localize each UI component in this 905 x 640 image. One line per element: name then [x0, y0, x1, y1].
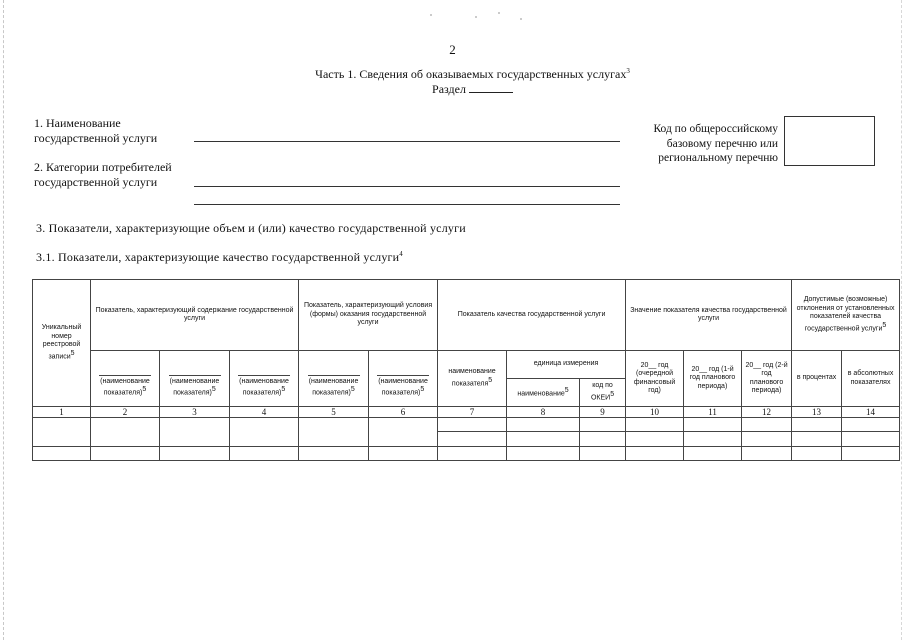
year-2-header: 20__ год (1-й год планового периода) — [684, 351, 742, 407]
consumer-category-field-line2[interactable] — [194, 204, 620, 205]
group-quality-header: Показатель качества государственной услуги — [438, 280, 626, 351]
table-cell[interactable] — [742, 432, 792, 447]
col-number: 3 — [160, 407, 230, 418]
col-number: 9 — [580, 407, 626, 418]
col-number: 14 — [842, 407, 900, 418]
col-number: 11 — [684, 407, 742, 418]
heading-3-1 — [36, 250, 403, 265]
table-cell[interactable] — [842, 447, 900, 461]
col-number: 5 — [299, 407, 369, 418]
unit-name-text: наименование — [517, 389, 565, 397]
code-label-line3: региональному перечню — [658, 152, 778, 164]
table-cell[interactable] — [438, 418, 507, 432]
table-cell[interactable] — [684, 432, 742, 447]
table-cell[interactable] — [299, 418, 369, 447]
table-cell[interactable] — [684, 447, 742, 461]
table-cell[interactable] — [580, 418, 626, 432]
indicator-name-col-5 — [299, 351, 369, 407]
table-cell[interactable] — [160, 447, 230, 461]
table-cell[interactable] — [91, 418, 160, 447]
col-unique-number — [33, 280, 91, 407]
table-row — [33, 447, 900, 461]
indicator-name-text: (наименование показателя) — [239, 377, 289, 397]
service-name-label-line1: 1. Наименование — [34, 116, 121, 130]
unit-name-footnote: 5 — [564, 386, 569, 394]
indicator-blank-line — [169, 375, 221, 376]
deviation-percent-header: в процентах — [792, 351, 842, 407]
table-cell[interactable] — [438, 447, 507, 461]
heading-3-1-text: 3.1. Показатели, характеризующие качество государственной услуги — [36, 250, 400, 264]
table-row — [33, 418, 900, 432]
col-number: 2 — [91, 407, 160, 418]
group-deviation-header — [792, 280, 900, 351]
quality-indicator-name — [438, 351, 507, 407]
code-label-line1: Код по общероссийскому — [653, 123, 778, 135]
table-cell[interactable] — [684, 418, 742, 432]
indicator-footnote: 5 — [211, 386, 216, 394]
indicator-footnote: 5 — [420, 386, 425, 394]
col-number: 6 — [369, 407, 438, 418]
indicator-name-col-4 — [230, 351, 299, 407]
table-cell[interactable] — [507, 447, 580, 461]
col-number: 4 — [230, 407, 299, 418]
code-label-line2: базовому перечню или — [666, 137, 778, 150]
deviation-absolute-header: в абсолютных показателях — [842, 351, 900, 407]
table-header-row-1 — [33, 280, 900, 351]
part-title-footnote: 3 — [626, 67, 630, 75]
group-deviation-text: Допустимые (возможные) отклонения от установленных показателей качества государственной услуги — [796, 296, 895, 333]
col-number: 12 — [742, 407, 792, 418]
section-label: Раздел — [432, 82, 466, 96]
col-number: 1 — [33, 407, 91, 418]
col-unique-number-footnote: 5 — [70, 349, 75, 357]
page-number: 2 — [449, 42, 456, 57]
indicator-name-text: (наименование показателя) — [169, 377, 220, 397]
table-cell[interactable] — [792, 432, 842, 447]
scan-speck — [475, 16, 477, 18]
unit-okei-footnote: 5 — [610, 390, 615, 398]
group-conditions-header: Показатель, характеризующий условия (формы) оказания государственной услуги — [299, 280, 438, 351]
unit-name-header — [507, 379, 580, 407]
col-number: 13 — [792, 407, 842, 418]
table-cell[interactable] — [33, 447, 91, 461]
consumer-category-label-line1: 2. Категории потребителей — [34, 160, 172, 174]
service-name-label-line2: государственной услуги — [34, 131, 158, 145]
indicator-name-text: (наименование показателя) — [378, 377, 428, 397]
year-3-header: 20__ год (2-й год планового периода) — [742, 351, 792, 407]
quality-table — [32, 279, 900, 461]
year-1-header: 20__ год (очередной финансовый год) — [626, 351, 684, 407]
table-cell[interactable] — [792, 447, 842, 461]
table-cell[interactable] — [626, 447, 684, 461]
table-cell[interactable] — [842, 432, 900, 447]
scan-speck — [430, 14, 432, 16]
section-number-blank[interactable] — [469, 82, 513, 93]
consumer-category-label — [34, 160, 172, 190]
table-cell[interactable] — [369, 447, 438, 461]
table-cell[interactable] — [742, 418, 792, 432]
indicator-footnote: 5 — [142, 386, 147, 394]
heading-3: 3. Показатели, характеризующие объем и (или) качество государственной услуги — [36, 221, 466, 235]
quality-indicator-name-text: наименование показателя — [448, 368, 496, 388]
heading-3-1-footnote: 4 — [399, 250, 403, 258]
table-header-row-2 — [33, 351, 900, 379]
part-title-text: Часть 1. Сведения об оказываемых государственных услугах — [315, 67, 627, 81]
indicator-blank-line — [99, 375, 150, 376]
service-name-label — [34, 116, 157, 146]
scan-speck — [520, 18, 522, 20]
col-number: 7 — [438, 407, 507, 418]
part-title — [0, 67, 905, 82]
unit-header: единица измерения — [507, 351, 626, 379]
indicator-name-col-3 — [160, 351, 230, 407]
table-cell[interactable] — [91, 447, 160, 461]
indicator-name-col-2 — [91, 351, 160, 407]
table-cell[interactable] — [580, 432, 626, 447]
unit-okei-header — [580, 379, 626, 407]
indicator-blank-line — [308, 375, 360, 376]
code-label — [620, 122, 778, 166]
table-cell[interactable] — [33, 418, 91, 447]
service-name-field[interactable] — [194, 141, 620, 142]
table-cell[interactable] — [299, 447, 369, 461]
indicator-footnote: 5 — [281, 386, 286, 394]
table-cell[interactable] — [160, 418, 230, 447]
table-cell[interactable] — [580, 447, 626, 461]
code-box[interactable] — [784, 116, 875, 166]
table-cell[interactable] — [626, 432, 684, 447]
table-cell[interactable] — [792, 418, 842, 432]
table-cell[interactable] — [507, 432, 580, 447]
table-cell[interactable] — [842, 418, 900, 432]
table-cell[interactable] — [507, 418, 580, 432]
scan-speck — [498, 12, 500, 14]
indicator-blank-line — [238, 375, 289, 376]
consumer-category-label-line2: государственной услуги — [34, 175, 158, 189]
column-number-row — [33, 407, 900, 418]
indicator-footnote: 5 — [350, 386, 355, 394]
consumer-category-field-line1[interactable] — [194, 186, 620, 187]
table-cell[interactable] — [230, 418, 299, 447]
section-line — [0, 82, 905, 97]
indicator-name-text: (наименование показателя) — [100, 377, 150, 397]
group-content-header: Показатель, характеризующий содержание государственной услуги — [91, 280, 299, 351]
table-cell[interactable] — [626, 418, 684, 432]
col-number: 10 — [626, 407, 684, 418]
table-cell[interactable] — [438, 432, 507, 447]
indicator-name-col-6 — [369, 351, 438, 407]
quality-indicator-footnote: 5 — [488, 376, 493, 384]
col-number: 8 — [507, 407, 580, 418]
group-value-header: Значение показателя качества государственной услуги — [626, 280, 792, 351]
table-cell[interactable] — [742, 447, 792, 461]
unit-okei-text: код по ОКЕИ — [590, 382, 613, 402]
table-cell[interactable] — [369, 418, 438, 447]
table-cell[interactable] — [230, 447, 299, 461]
indicator-name-text: (наименование показателя) — [308, 377, 359, 397]
group-deviation-footnote: 5 — [882, 321, 887, 329]
indicator-blank-line — [377, 375, 428, 376]
col-unique-number-text: Уникальный номер реестровой записи — [41, 324, 82, 361]
